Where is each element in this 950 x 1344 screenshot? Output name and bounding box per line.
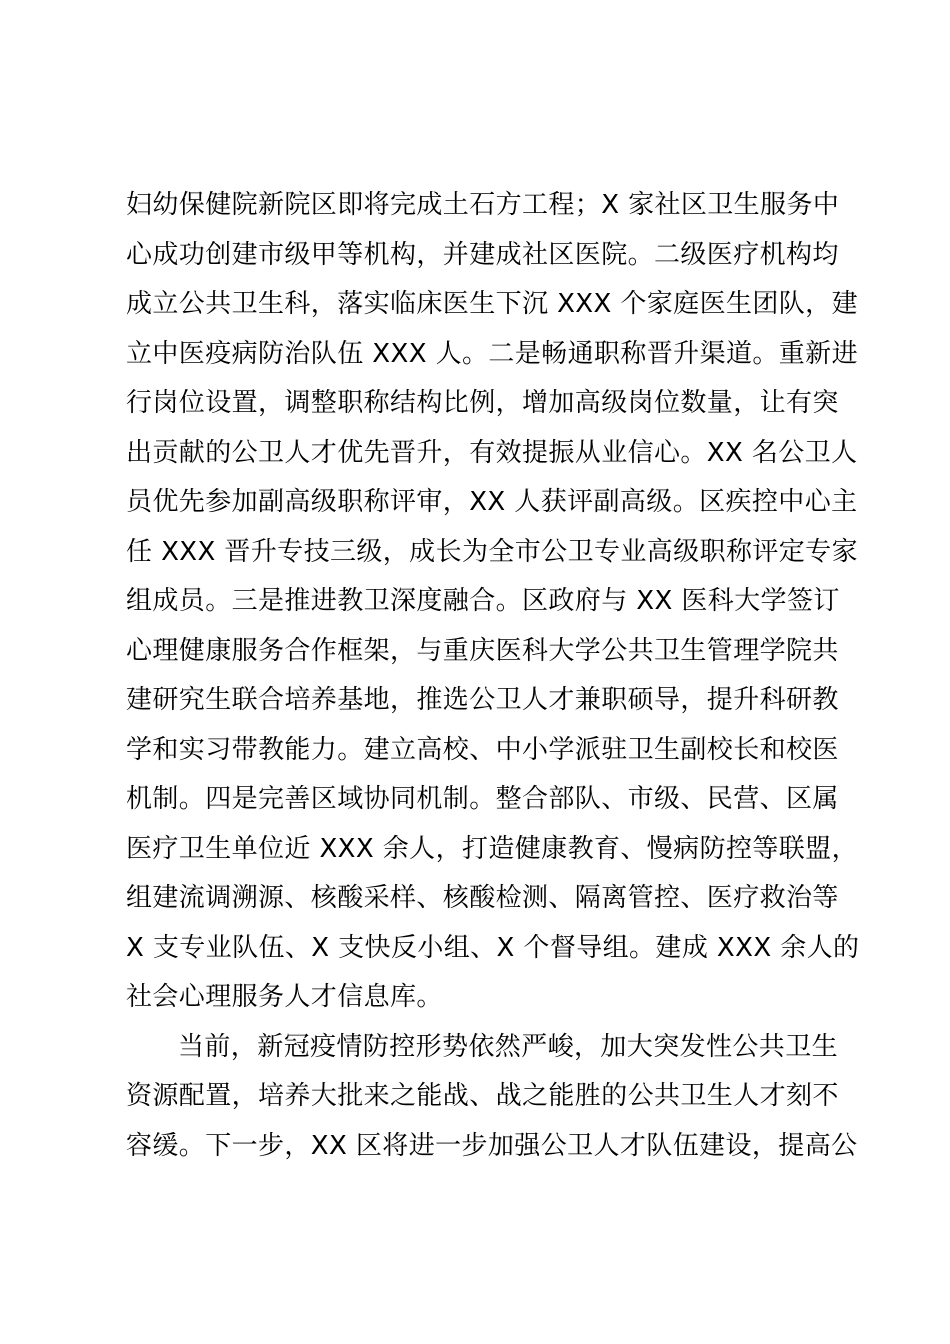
- text-line: 妇幼保健院新院区即将完成土石方工程；X 家社区卫生服务中: [126, 190, 840, 220]
- text-line: 心成功创建市级甲等机构，并建成社区医院。二级医疗机构均: [126, 239, 839, 270]
- text-line: 心理健康服务合作框架，与重庆医科大学公共卫生管理学院共: [126, 635, 839, 666]
- text-line: 机制。四是完善区域协同机制。整合部队、市级、民营、区属: [126, 784, 839, 814]
- text-line: 学和实习带教能力。建立高校、中小学派驻卫生副校长和校医: [126, 734, 839, 765]
- text-line: 建研究生联合培养基地，推选公卫人才兼职硕导，提升科研教: [126, 685, 839, 715]
- text-line: 员优先参加副高级职称评审，XX 人获评副高级。区疾控中心主: [126, 487, 858, 517]
- text-line: 出贡献的公卫人才优先晋升，有效提振从业信心。XX 名公卫人: [126, 437, 858, 468]
- text-line: 成立公共卫生科，落实临床医生下沉 XXX 个家庭医生团队，建: [126, 289, 858, 319]
- text-line: 组成员。三是推进教卫深度融合。区政府与 XX 医科大学签订: [126, 586, 840, 616]
- text-line: 行岗位设置，调整职称结构比例，增加高级岗位数量，让有突: [126, 388, 839, 418]
- text-line: 医疗卫生单位近 XXX 余人，打造健康教育、慢病防控等联盟，: [126, 833, 858, 864]
- text-line: 当前，新冠疫情防控形势依然严峻，加大突发性公共卫生: [178, 1031, 839, 1062]
- paragraph: [126, 181, 860, 1023]
- text-line: 任 XXX 晋升专技三级，成长为全市公卫专业高级职称评定专家: [126, 536, 858, 567]
- text-line: 立中医疫病防治队伍 XXX 人。二是畅通职称晋升渠道。重新进: [126, 338, 858, 369]
- text-line: 社会心理服务人才信息库。: [126, 982, 443, 1012]
- text-line: 组建流调溯源、核酸采样、核酸检测、隔离管控、医疗救治等: [126, 883, 839, 913]
- text-line: 资源配置，培养大批来之能战、战之能胜的公共卫生人才刻不: [126, 1081, 839, 1111]
- text-line: X 支专业队伍、X 支快反小组、X 个督导组。建成 XXX 余人的: [126, 932, 860, 963]
- text-line: 容缓。下一步，XX 区将进一步加强公卫人才队伍建设，提高公: [126, 1130, 858, 1161]
- paragraph: [126, 1023, 858, 1172]
- document-body: [126, 181, 860, 1171]
